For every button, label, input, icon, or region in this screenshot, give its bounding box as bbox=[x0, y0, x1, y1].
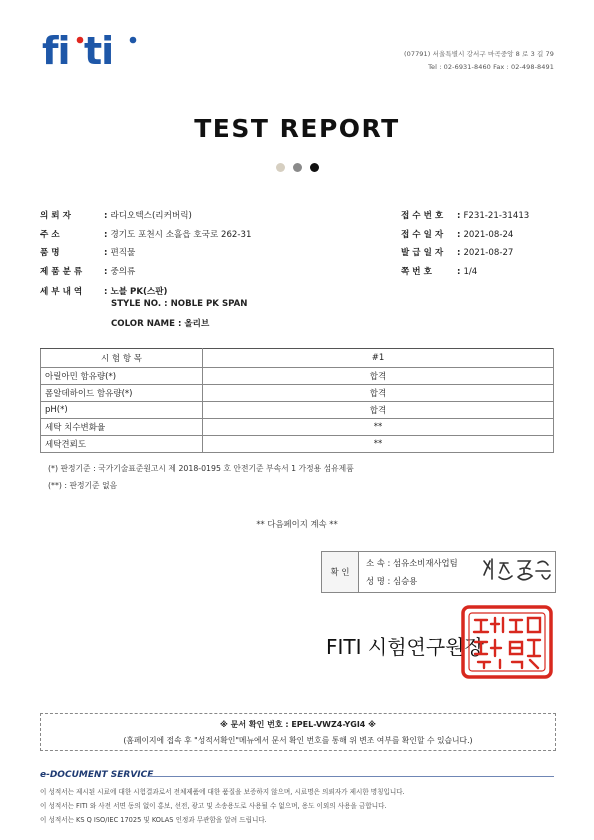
confirm-name: 성 명 : 심승용 bbox=[366, 576, 418, 586]
test-result: ** bbox=[203, 419, 554, 436]
decor-dot bbox=[293, 163, 302, 172]
info-value: 편직물 bbox=[110, 248, 136, 258]
official-seal bbox=[460, 604, 554, 680]
test-item: 세탁견뢰도 bbox=[41, 436, 203, 453]
document-number: ※ 문서 확인 번호 : EPEL-VWZ4-YGI4 ※ bbox=[220, 720, 376, 729]
report-title: TEST REPORT bbox=[194, 114, 400, 143]
info-label: 제 품 분 류 bbox=[40, 266, 83, 277]
decor-dot bbox=[276, 163, 285, 172]
info-label: 접 수 일 자 bbox=[401, 229, 444, 240]
info-label: 발 급 일 자 bbox=[401, 248, 444, 258]
color-name: COLOR NAME : 올리브 bbox=[111, 319, 210, 329]
info-value: 중의류 bbox=[110, 266, 136, 277]
test-item: 세탁 치수변화율 bbox=[41, 419, 203, 436]
confirm-label: 확 인 bbox=[322, 552, 359, 592]
test-result: 합격 bbox=[203, 385, 554, 402]
info-value: 라디오텍스(리커버릭) bbox=[110, 211, 192, 221]
info-label: 주 소 bbox=[40, 229, 60, 240]
info-left bbox=[40, 207, 251, 302]
svg-text:ti: ti bbox=[84, 30, 114, 70]
document-confirmation-box bbox=[40, 713, 556, 751]
info-value: 1/4 bbox=[463, 266, 478, 277]
info-row: 제 품 분 류 : 중의류 bbox=[40, 263, 251, 282]
header-sample: #1 bbox=[203, 349, 554, 368]
info-right bbox=[401, 207, 529, 281]
test-item: 폼알데하이드 함유량(*) bbox=[41, 385, 203, 402]
signature-image bbox=[478, 555, 554, 585]
info-value: 2021-08-27 bbox=[463, 248, 514, 258]
info-value: F231-21-31413 bbox=[463, 211, 530, 221]
info-row: 세 부 내 역 : 노블 PK(스판) bbox=[40, 283, 251, 302]
svg-text:fi: fi bbox=[42, 30, 70, 70]
info-row: 발 급 일 자 : 2021-08-27 bbox=[401, 244, 529, 263]
info-label: 쪽 번 호 bbox=[401, 266, 432, 277]
confirm-department: 소 속 : 섬유소비재사업팀 bbox=[366, 558, 458, 568]
footer-line: 이 성적서는 FITI 와 사전 서면 동의 없이 홍보, 선전, 광고 및 소송용도로 사용될 수 없으며, 용도 이외의 사용을 금합니다. bbox=[40, 802, 387, 810]
test-item: 아릴아민 함유량(*) bbox=[41, 368, 203, 385]
header-address-block bbox=[404, 48, 554, 74]
table-row bbox=[41, 402, 554, 419]
footer-line: 이 성적서는 제시된 시료에 대한 시험결과로서 전체제품에 대한 품질을 보증하지 않으며, 시료명은 의뢰자가 제시한 명칭입니다. bbox=[40, 788, 405, 796]
style-number: STYLE NO. : NOBLE PK SPAN bbox=[111, 299, 248, 309]
results-table bbox=[40, 348, 554, 453]
edocument-title: e-DOCUMENT SERVICE bbox=[40, 770, 154, 780]
info-value: 노블 PK(스판) bbox=[110, 287, 168, 297]
decor-dot bbox=[310, 163, 319, 172]
note-criteria: (*) 판정기준 : 국가기술표준원고시 제 2018-0195 호 안전기준 부속서 1 가정용 섬유제품 bbox=[48, 464, 354, 473]
footer-line: 이 성적서는 KS Q ISO/IEC 17025 및 KOLAS 인정과 무관함을 알려 드립니다. bbox=[40, 816, 267, 824]
info-label: 품 명 bbox=[40, 248, 60, 258]
info-row: 주 소 : 경기도 포천시 소흘읍 호국로 262-31 bbox=[40, 226, 251, 245]
edocument-divider bbox=[148, 776, 554, 777]
test-item: pH(*) bbox=[41, 402, 203, 419]
test-result: ** bbox=[203, 436, 554, 453]
info-label: 의 뢰 자 bbox=[40, 211, 71, 221]
info-row: 품 명 : 편직물 bbox=[40, 244, 251, 263]
info-row: 의 뢰 자 : 라디오텍스(리커버릭) bbox=[40, 207, 251, 226]
fiti-logo bbox=[42, 30, 138, 70]
info-row: 접 수 번 호 : F231-21-31413 bbox=[401, 207, 529, 226]
info-row: 쪽 번 호 : 1/4 bbox=[401, 263, 529, 282]
continue-text: ** 다음페이지 계속 ** bbox=[256, 519, 338, 529]
table-row bbox=[41, 436, 554, 453]
info-label: 세 부 내 역 bbox=[40, 287, 83, 297]
document-instructions: (홈페이지에 접속 후 "성적서확인"메뉴에서 문서 확인 번호를 통해 위 변조 여부를 확인할 수 있습니다.) bbox=[123, 736, 473, 745]
decor-dots bbox=[272, 163, 332, 173]
info-row: 접 수 일 자 : 2021-08-24 bbox=[401, 226, 529, 245]
header-contact: Tel : 02-6931-8460 Fax : 02-498-8491 bbox=[428, 63, 554, 71]
header-address: (07791) 서울특별시 강서구 마곡중앙 8 로 3 길 79 bbox=[403, 50, 554, 58]
header-test-item: 시 험 항 목 bbox=[41, 349, 203, 368]
director-title: FITI 시험연구원장 bbox=[326, 635, 484, 659]
table-row bbox=[41, 368, 554, 385]
test-result: 합격 bbox=[203, 402, 554, 419]
table-row bbox=[41, 419, 554, 436]
test-result: 합격 bbox=[203, 368, 554, 385]
info-value: 경기도 포천시 소흘읍 호국로 262-31 bbox=[110, 229, 252, 240]
info-label: 접 수 번 호 bbox=[401, 211, 444, 221]
info-value: 2021-08-24 bbox=[463, 229, 514, 240]
table-row bbox=[41, 385, 554, 402]
note-no-criteria: (**) : 판정기준 없음 bbox=[48, 481, 118, 490]
table-header-row bbox=[41, 349, 554, 368]
